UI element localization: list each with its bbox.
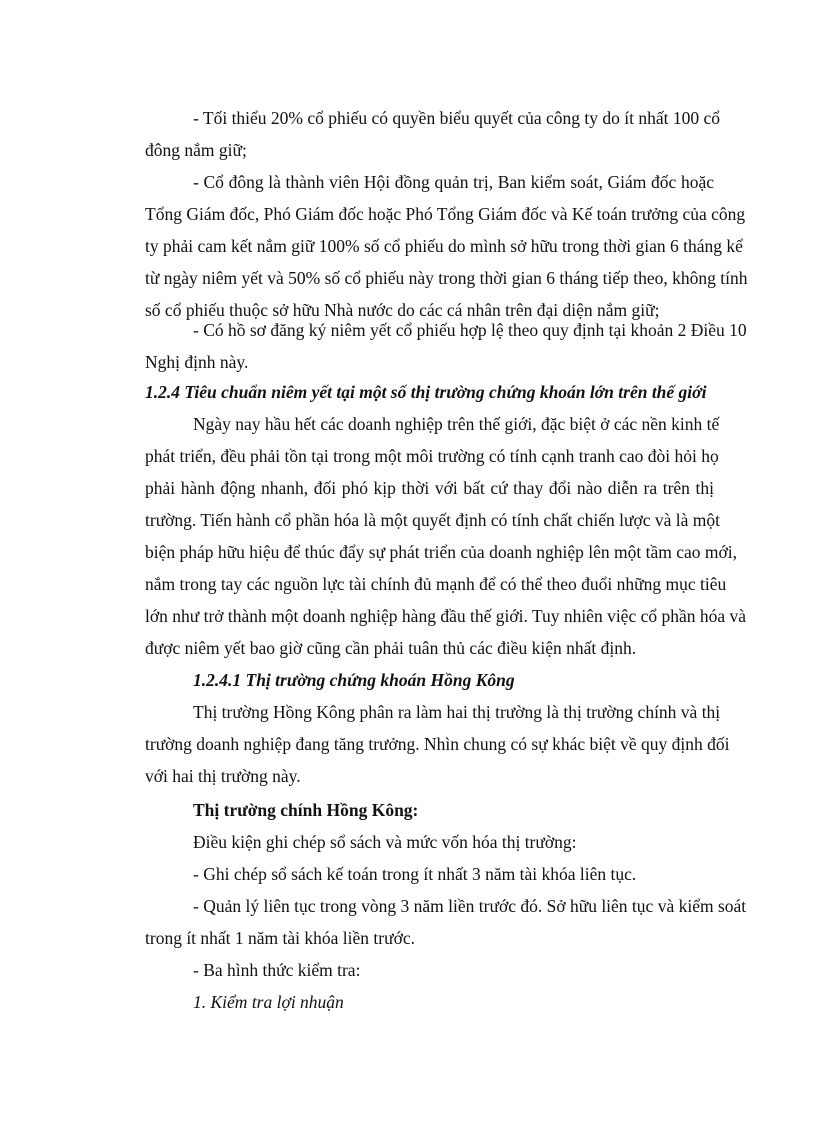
paragraph-line: Nghị định này. [145, 352, 249, 372]
paragraph-line: số cổ phiếu thuộc sở hữu Nhà nước do các cá nhân trên đại diện nắm giữ; [145, 300, 660, 320]
paragraph-line: trường doanh nghiệp đang tăng trưởng. Nhìn chung có sự khác biệt về quy định đối [145, 734, 730, 754]
paragraph-line: Điều kiện ghi chép sổ sách và mức vốn hóa thị trường: [193, 832, 577, 852]
subsection-heading: 1.2.4.1 Thị trường chứng khoán Hồng Kông [193, 670, 515, 690]
paragraph-line: được niêm yết bao giờ cũng cần phải tuân thủ các điều kiện nhất định. [145, 638, 637, 658]
paragraph-line: từ ngày niêm yết và 50% số cổ phiếu này trong thời gian 6 tháng tiếp theo, không tính [145, 268, 748, 288]
market-heading: Thị trường chính Hồng Kông: [193, 800, 419, 820]
paragraph-line: - Quản lý liên tục trong vòng 3 năm liền trước đó. Sở hữu liên tục và kiểm soát [193, 896, 747, 916]
list-item-italic: 1. Kiểm tra lợi nhuận [193, 992, 344, 1012]
paragraph-line: lớn như trở thành một doanh nghiệp hàng đầu thế giới. Tuy nhiên việc cổ phần hóa và [145, 606, 747, 626]
paragraph-line: - Tối thiểu 20% cổ phiếu có quyền biểu quyết của công ty do ít nhất 100 cổ [193, 108, 720, 128]
paragraph-line: đông nắm giữ; [145, 140, 247, 160]
paragraph-line: - Có hồ sơ đăng ký niêm yết cổ phiếu hợp lệ theo quy định tại khoản 2 Điều 10 [193, 320, 747, 340]
paragraph-line: Ngày nay hầu hết các doanh nghiệp trên thế giới, đặc biệt ở các nền kinh tế [193, 414, 720, 434]
section-heading: 1.2.4 Tiêu chuẩn niêm yết tại một số thị trường chứng khoán lớn trên thế giới [145, 382, 707, 402]
paragraph-line: - Ghi chép sổ sách kế toán trong ít nhất 3 năm tài khóa liên tục. [193, 864, 637, 884]
paragraph-line: biện pháp hữu hiệu để thúc đẩy sự phát triển của doanh nghiệp lên một tầm cao mới, [145, 542, 737, 562]
paragraph-line: phát triển, đều phải tồn tại trong một môi trường có tính cạnh tranh cao đòi hỏi họ [145, 446, 719, 466]
paragraph-line: - Cổ đông là thành viên Hội đồng quản trị, Ban kiểm soát, Giám đốc hoặc [193, 172, 714, 192]
paragraph-line: trường. Tiến hành cổ phần hóa là một quyết định có tính chất chiến lược và là một [145, 510, 721, 530]
paragraph-line: trong ít nhất 1 năm tài khóa liền trước. [145, 928, 415, 948]
paragraph-line: - Ba hình thức kiểm tra: [193, 960, 361, 980]
paragraph-line: phải hành động nhanh, đối phó kịp thời với bất cứ thay đổi nào diễn ra trên thị [145, 478, 714, 498]
paragraph-line: ty phải cam kết nắm giữ 100% số cổ phiếu do mình sở hữu trong thời gian 6 tháng kể [145, 236, 743, 256]
paragraph-line: Thị trường Hồng Kông phân ra làm hai thị trường là thị trường chính và thị [193, 702, 721, 722]
paragraph-line: Tổng Giám đốc, Phó Giám đốc hoặc Phó Tổng Giám đốc và Kế toán trưởng của công [145, 204, 746, 224]
paragraph-line: với hai thị trường này. [145, 766, 301, 786]
paragraph-line: nắm trong tay các nguồn lực tài chính đủ mạnh để có thể theo đuổi những mục tiêu [145, 574, 727, 594]
